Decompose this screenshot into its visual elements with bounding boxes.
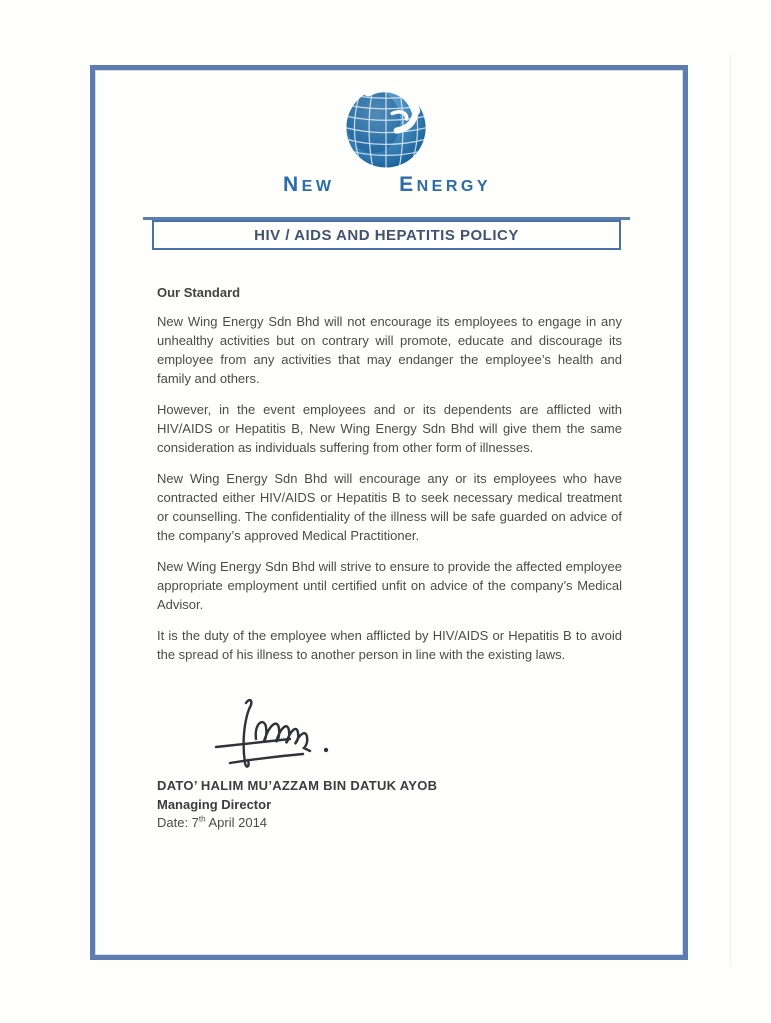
- date-prefix: Date: 7: [157, 815, 199, 830]
- paragraph-3: New Wing Energy Sdn Bhd will encourage any or its employees who have contracted either HIV/AIDS or Hepatitis B to seek necessary medical treatment or counselling. The confidentiality of the illness will be safe guarded on advice of the company’s approved Medical Practitioner.: [157, 471, 622, 543]
- signature-date: [157, 815, 267, 830]
- logo-word-energy: ENERGY: [399, 173, 491, 196]
- logo-word-new: NEW: [283, 173, 335, 196]
- policy-title-box: [152, 220, 621, 250]
- paragraph-4: New Wing Energy Sdn Bhd will strive to ensure to provide the affected employee appropriate employment until certified unfit on advice of the company’s Medical Advisor.: [157, 559, 622, 612]
- page-title: HIV / AIDS AND HEPATITIS POLICY: [254, 226, 519, 244]
- logo-wordmark: [283, 173, 491, 197]
- letter-body: [157, 283, 622, 676]
- paragraph-5: It is the duty of the employee when afflicted by HIV/AIDS or Hepatitis B to avoid the spread of his illness to another person in line with the existing laws.: [157, 628, 622, 662]
- date-ordinal-suffix: th: [198, 814, 206, 824]
- section-heading: Our Standard: [157, 285, 241, 300]
- date-rest: April 2014: [205, 815, 268, 830]
- signatory-name: DATO’ HALIM MU’AZZAM BIN DATUK AYOB: [157, 778, 438, 793]
- globe-logo-icon: [340, 82, 432, 172]
- handwritten-signature-icon: [200, 693, 340, 771]
- paragraph-1: New Wing Energy Sdn Bhd will not encourage its employees to engage in any unhealthy activities but on contrary will promote, educate and discourage its employee from any activities that may endanger the employee’s health and family and others.: [157, 314, 622, 386]
- signatory-role: Managing Director: [157, 797, 272, 812]
- paragraph-2: However, in the event employees and or its dependents are afflicted with HIV/AIDS or Hepatitis B, New Wing Energy Sdn Bhd will give them the same consideration as individuals suffering from other form of illnesses.: [157, 402, 622, 455]
- scan-artifact-line: [730, 55, 731, 965]
